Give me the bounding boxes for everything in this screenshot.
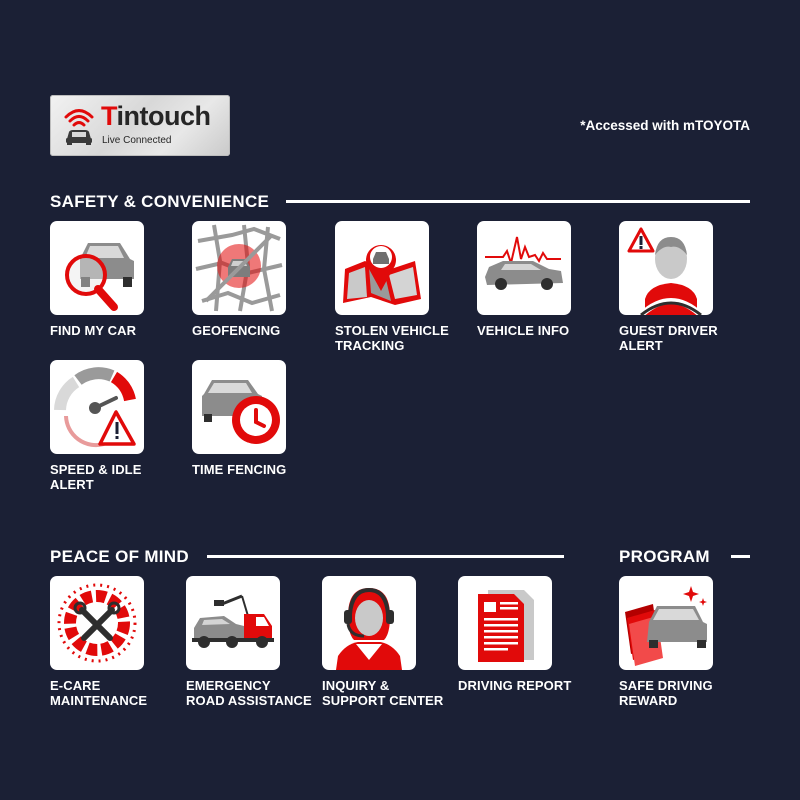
feature-label: STOLEN VEHICLE TRACKING (335, 323, 449, 353)
feature-label: DRIVING REPORT (458, 678, 572, 693)
feature-tile-find-my-car (50, 221, 144, 315)
feature-tile-guest-driver-alert (619, 221, 713, 315)
tintouch-logo (50, 95, 230, 156)
time-fencing-icon (192, 360, 286, 454)
feature-label: EMERGENCY ROAD ASSISTANCE (186, 678, 312, 708)
vehicle-info-icon (477, 221, 571, 315)
feature-label: VEHICLE INFO (477, 323, 570, 338)
section-title-program: PROGRAM (619, 547, 710, 566)
feature-tile-stolen-vehicle-tracking (335, 221, 429, 315)
feature-tile-safe-driving-reward (619, 576, 713, 670)
feature-tile-vehicle-info (477, 221, 571, 315)
brand-tagline: Live Connected (102, 135, 172, 146)
feature-label: GEOFENCING (192, 323, 281, 338)
stolen-vehicle-tracking-icon (335, 221, 429, 315)
section-divider (731, 555, 750, 558)
tow-truck-icon (186, 576, 280, 670)
feature-tile-inquiry-support-center (322, 576, 416, 670)
feature-label: E-CARE MAINTENANCE (50, 678, 148, 708)
connected-car-icon (58, 103, 100, 147)
feature-tile-time-fencing (192, 360, 286, 454)
feature-tile-driving-report (458, 576, 552, 670)
speed-idle-alert-icon (50, 360, 144, 454)
feature-label: SAFE DRIVING REWARD (619, 678, 713, 708)
feature-tile-geofencing (192, 221, 286, 315)
feature-tile-e-care-maintenance (50, 576, 144, 670)
feature-label: FIND MY CAR (50, 323, 137, 338)
feature-label: GUEST DRIVER ALERT (619, 323, 718, 353)
feature-tile-speed-idle-alert (50, 360, 144, 454)
feature-label: TIME FENCING (192, 462, 287, 477)
brand-name: Tintouch (101, 101, 211, 131)
feature-label: SPEED & IDLE ALERT (50, 462, 142, 492)
e-care-maintenance-icon (50, 576, 144, 670)
geofencing-icon (192, 221, 286, 315)
access-note: *Accessed with mTOYOTA (580, 118, 750, 133)
section-divider (207, 555, 564, 558)
support-agent-icon (322, 576, 416, 670)
feature-tile-emergency-road-assistance (186, 576, 280, 670)
guest-driver-alert-icon (619, 221, 713, 315)
section-divider (286, 200, 750, 203)
section-title-peace-of-mind: PEACE OF MIND (50, 547, 189, 566)
find-my-car-icon (50, 221, 144, 315)
safe-driving-reward-icon (619, 576, 713, 670)
driving-report-icon (458, 576, 552, 670)
feature-label: INQUIRY & SUPPORT CENTER (322, 678, 444, 708)
section-title-safety: SAFETY & CONVENIENCE (50, 192, 270, 211)
